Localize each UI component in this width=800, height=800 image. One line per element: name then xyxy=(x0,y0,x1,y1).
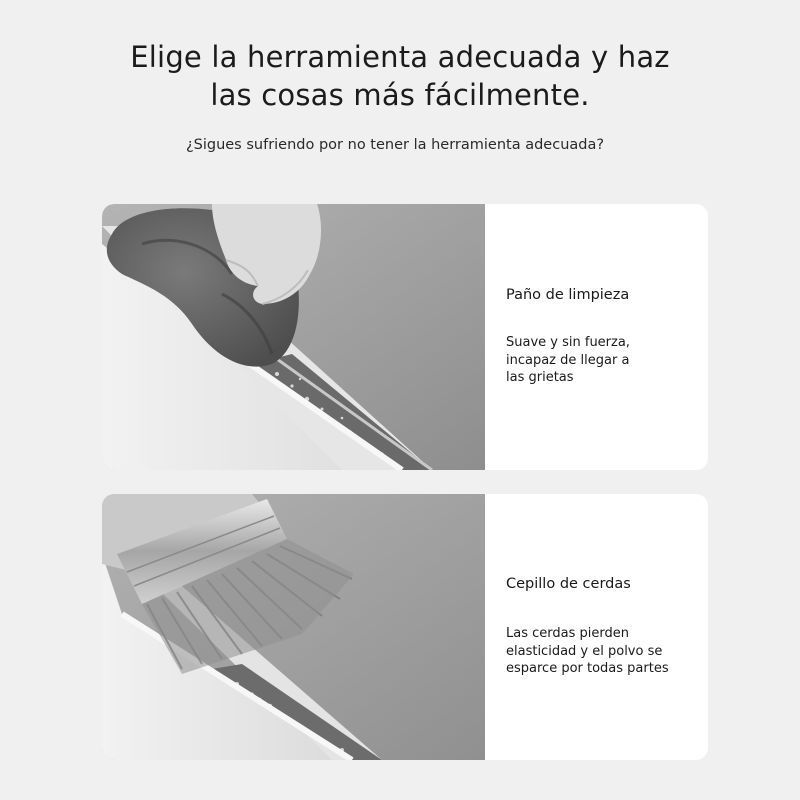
headline-line-1: Elige la herramienta adecuada y haz xyxy=(130,40,670,74)
cleaning-cloth-illustration xyxy=(102,204,485,470)
tool-name: Paño de limpieza xyxy=(506,287,630,303)
tool-card-brush xyxy=(102,494,708,760)
page-headline xyxy=(0,38,800,114)
headline-line-2: las cosas más fácilmente. xyxy=(210,78,590,112)
bristle-brush-illustration xyxy=(102,494,485,760)
tool-info-brush xyxy=(506,494,706,760)
tool-info-cloth xyxy=(506,204,706,470)
tool-description: Las cerdas pierden elasticidad y el polvo se esparce por todas partes xyxy=(506,626,669,676)
tool-name: Cepillo de cerdas xyxy=(506,576,631,592)
tool-description: Suave y sin fuerza, incapaz de llegar a las grietas xyxy=(506,335,630,385)
cleaning-cloth-photo xyxy=(102,204,485,470)
page-subtitle: ¿Sigues sufriendo por no tener la herramienta adecuada? xyxy=(185,137,605,153)
bristle-brush-photo xyxy=(102,494,485,760)
tool-card-cloth xyxy=(102,204,708,470)
